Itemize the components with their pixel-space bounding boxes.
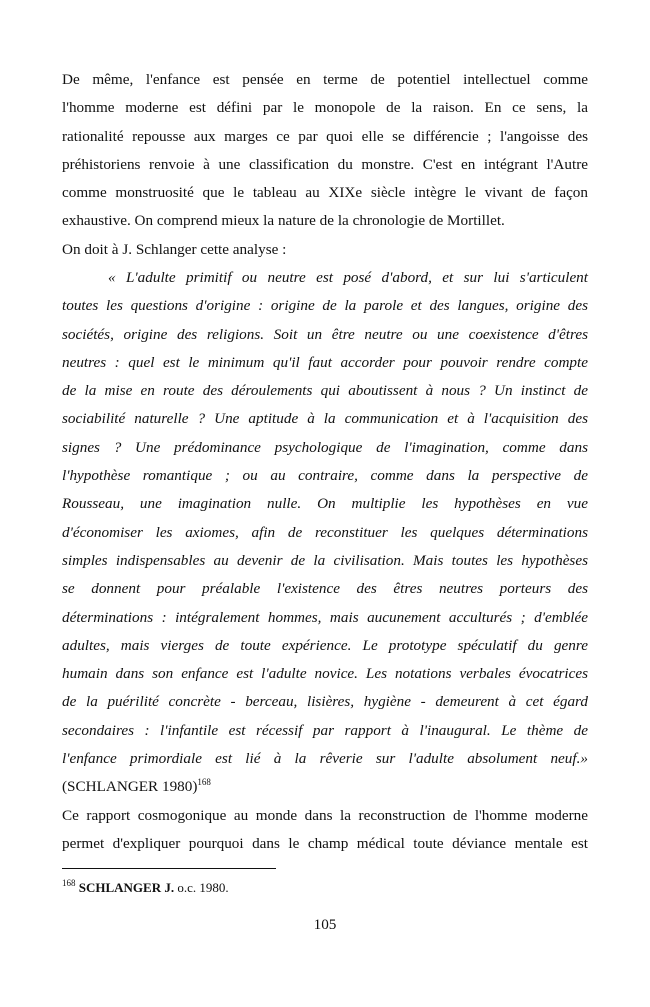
- quote-line: adultes, mais vierges de toute expérience. Le prototype spéculatif du genre: [62, 636, 588, 654]
- quote-line: déterminations : intégralement hommes, mais aucunement acculturés ; d'emblée: [62, 608, 588, 626]
- quote-line: l'enfance primordiale est lié à la rêverie sur l'adulte absolument neuf.»: [62, 750, 588, 768]
- quote-line: toutes les questions d'origine : origine de la parole et des langues, origine des: [62, 297, 588, 315]
- quote-line: simples indispensables au devenir de la civilisation. Mais toutes les hypothèses: [62, 551, 588, 569]
- citation-text: (SCHLANGER 1980): [62, 778, 198, 796]
- quote-line: se donnent pour préalable l'existence des êtres neutres porteurs des: [62, 580, 588, 598]
- page-number: 105: [313, 916, 337, 933]
- text-line: permet d'expliquer pourquoi dans le champ médical toute déviance mentale est: [62, 835, 588, 853]
- quote-line: sociabilité naturelle ? Une aptitude à la communication et à l'acquisition des: [62, 410, 588, 428]
- quote-line: sociétés, origine des religions. Soit un être neutre ou une coexistence d'êtres: [62, 325, 588, 343]
- text-line: Ce rapport cosmogonique au monde dans la reconstruction de l'homme moderne: [62, 807, 588, 824]
- footnote: [62, 880, 229, 896]
- text-line: De même, l'enfance est pensée en terme de potentiel intellectuel comme: [62, 71, 588, 88]
- quote-line: neutres : quel est le minimum qu'il faut accorder pour pouvoir rendre compte: [62, 353, 588, 371]
- intro-paragraph: [62, 66, 588, 264]
- quote-line: Rousseau, une imagination nulle. On multiplie les hypothèses en vue: [62, 495, 588, 513]
- quote-line: secondaires : l'infantile est récessif par rapport à l'inaugural. Le thème de: [62, 721, 588, 739]
- text-line: l'homme moderne est défini par le monopole de la raison. En ce sens, la: [62, 99, 588, 117]
- quote-line: de la mise en route des déroulements qui aboutissent à nous ? Un instinct de: [62, 382, 588, 400]
- footnote-author: SCHLANGER J.: [78, 880, 175, 895]
- text-line: préhistoriens renvoie à une classification du monstre. C'est en intégrant l'Autre: [62, 155, 588, 173]
- footnote-text: o.c. 1980.: [177, 880, 229, 895]
- text-line: rationalité repousse aux marges ce par quoi elle se différencie ; l'angoisse des: [62, 127, 588, 145]
- outro-paragraph: [62, 802, 588, 859]
- quote-line: signes ? Une prédominance psychologique de l'imagination, comme dans: [62, 438, 588, 456]
- block-quote: [62, 264, 588, 802]
- quote-line: humain dans son enfance est l'adulte novice. Les notations verbales évocatrices: [62, 665, 588, 683]
- footnote-reference[interactable]: 168: [197, 777, 211, 788]
- quote-line: de la puérilité concrète - berceau, lisières, hygiène - demeurent à cet égard: [62, 693, 588, 711]
- footnote-number: 168: [62, 878, 76, 888]
- text-line: exhaustive. On comprend mieux la nature de la chronologie de Mortillet.: [62, 212, 505, 230]
- footnote-divider: [62, 868, 276, 869]
- quote-line: « L'adulte primitif ou neutre est posé d'abord, et sur lui s'articulent: [108, 269, 588, 286]
- quote-line: d'économiser les axiomes, afin de reconstituer les quelques déterminations: [62, 523, 588, 541]
- quote-line: l'hypothèse romantique ; ou au contraire, comme dans la perspective de: [62, 467, 588, 485]
- citation: [62, 773, 588, 801]
- text-line: On doit à J. Schlanger cette analyse :: [62, 240, 287, 258]
- text-line: comme monstruosité que le tableau au XIXe siècle intègre le vivant de façon: [62, 184, 588, 202]
